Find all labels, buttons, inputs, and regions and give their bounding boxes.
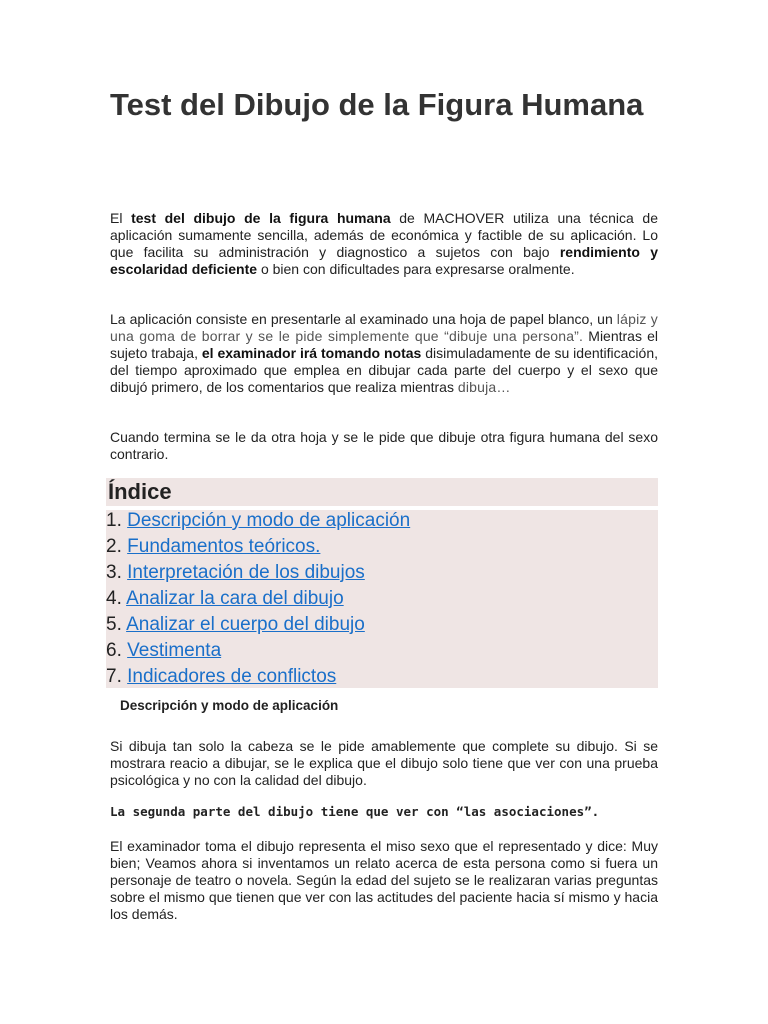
section-heading: Descripción y modo de aplicación (120, 698, 339, 713)
index-item-5 (106, 612, 365, 638)
bold-text: el examinador irá tomando notas (201, 345, 422, 361)
description-paragraph: Si dibuja tan solo la cabeza se le pide amablemente que complete su dibujo. Si se mostrara reacio a dibujar, se le explica que el dibujo solo tiene que ver con una prueba psicológica y no con la calidad del dibujo. (110, 738, 658, 788)
index-number: 7. (106, 666, 122, 687)
associations-heading: La segunda parte del dibujo tiene que ver con “las asociaciones”. (110, 804, 600, 819)
index-item-4 (106, 586, 344, 612)
index-number: 4. (106, 588, 122, 609)
index-item-2 (106, 534, 320, 560)
index-link-descripcion[interactable]: Descripción y modo de aplicación (127, 510, 411, 531)
text-run: de MACHOVER utiliza una técnica de aplicación sumamente sencilla, además de económica y factible de su aplicación. Lo que facilita su administración y diagnostico a sujetos con bajo (110, 210, 659, 260)
index-item-6 (106, 638, 221, 664)
page-title: Test del Dibujo de la Figura Humana (110, 87, 644, 122)
bold-text: rendimiento y escolaridad deficiente (110, 244, 659, 277)
text-run: dibuja… (457, 379, 511, 395)
bold-text: test del dibujo de la figura humana (131, 210, 391, 226)
index-link-vestimenta[interactable]: Vestimenta (127, 640, 222, 661)
text-run: El (110, 210, 132, 226)
index-number: 3. (106, 562, 122, 583)
index-number: 6. (106, 640, 122, 661)
index-link-cara[interactable]: Analizar la cara del dibujo (126, 588, 344, 609)
index-link-fundamentos[interactable]: Fundamentos teóricos. (127, 536, 321, 557)
text-run: o bien con dificultades para expresarse oralmente. (257, 261, 575, 277)
index-header (106, 478, 658, 506)
text-run: Mientras el sujeto trabaja, (110, 328, 658, 361)
index-number: 5. (106, 614, 122, 635)
index-list (106, 510, 658, 688)
text-run: lápiz y una goma de borrar y se le pide simplemente que “dibuje una persona”. (110, 311, 658, 344)
examiner-paragraph: El examinador toma el dibujo representa el miso sexo que el representado y dice: Muy bien; Veamos ahora si inventamos un relato acerca de esta persona como si fuera un personaje de teatro o novela. Según la edad del sujeto se le realizaran varias preguntas sobre el mismo que tienen que ver con las actitudes del paciente hacia sí mismo y hacia los demás. (110, 838, 658, 922)
intro-paragraph (110, 210, 658, 278)
index-link-conflictos[interactable]: Indicadores de conflictos (127, 666, 337, 687)
index-item-1 (106, 508, 410, 534)
index-heading: Índice (108, 479, 172, 504)
index-number: 2. (106, 536, 122, 557)
index-link-interpretacion[interactable]: Interpretación de los dibujos (127, 562, 365, 583)
text-run: disimuladamente de su identificación, del tiempo aproximado que emplea en dibujar cada parte del cuerpo y el sexo que dibujó primero, de los comentarios que realiza mientras (110, 345, 658, 395)
second-drawing-paragraph: Cuando termina se le da otra hoja y se le pide que dibuje otra figura humana del sexo contrario. (110, 429, 658, 462)
index-item-3 (106, 560, 365, 586)
index-link-cuerpo[interactable]: Analizar el cuerpo del dibujo (126, 614, 365, 635)
text-run: La aplicación consiste en presentarle al examinado una hoja de papel blanco, un (110, 311, 617, 327)
index-number: 1. (106, 510, 122, 531)
application-paragraph (110, 311, 658, 396)
index-item-7 (106, 664, 336, 690)
